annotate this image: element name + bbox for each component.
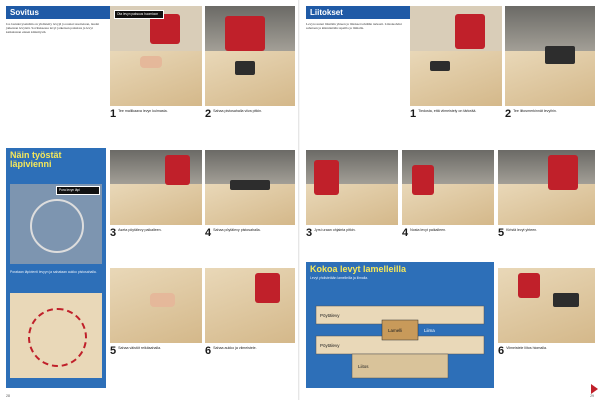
left-page-number: 28: [6, 394, 10, 398]
callout-measure: Ota levyn paksuus huomioon: [114, 10, 164, 19]
r-step3-photo: [306, 150, 398, 225]
step2-caption: 2 Sahaa pistosahalla viiva pitkin.: [205, 108, 263, 120]
r-step1-photo: [410, 6, 502, 106]
step5-photo: [110, 268, 202, 343]
diagram-label-3: Liima: [424, 328, 435, 333]
r-bluebox-title: Kokoa levyt lamelleilla: [310, 264, 407, 274]
step1-caption: 1 Tee mallikaava levyn kulmasta.: [110, 108, 168, 120]
next-page-arrow-icon[interactable]: [591, 384, 598, 394]
bluebox-photo-1: [10, 184, 102, 264]
r-step2-photo: [505, 6, 595, 106]
step6-photo: [205, 268, 295, 343]
lamelli-diagram: [312, 292, 488, 382]
r-step6-caption: 6 Viimeistele liitos hiomalla.: [498, 345, 548, 357]
diagram-label-0: Pöytälevy: [320, 313, 340, 318]
callout-drill: Pora levyn läpi: [56, 186, 100, 195]
diagram-label-4: Liitos: [358, 364, 369, 369]
left-bluebox: [6, 148, 106, 388]
r-step2-caption: 2 Tee liitosmerkinnät levyihin.: [505, 108, 557, 120]
section-title-sovitus: Sovitus: [6, 6, 110, 19]
step3-caption: 3 Aseta pöytälevy paikalleen.: [110, 227, 162, 239]
bluebox-photo-2: [10, 293, 102, 378]
r-step4-caption: 4 Nosta levyt paikalleen.: [402, 227, 447, 239]
diagram-label-1: Lamelli: [388, 328, 403, 333]
step4-photo: [205, 150, 295, 225]
right-page: [300, 0, 600, 400]
step3-photo: [110, 150, 202, 225]
r-step1-caption: 1 Tiedosta, että viimeistely on tärkeää.: [410, 108, 477, 120]
diagram-label-2: Pöytälevy: [320, 343, 340, 348]
r-step5-photo: [498, 150, 595, 225]
bluebox-text: Porataan läpivienti levyyn ja sahataan aukko pistosahalla.: [10, 270, 97, 274]
step2-photo: [205, 6, 295, 106]
section-title-liitokset: Liitokset: [306, 6, 410, 19]
r-step5-caption: 5 Kiristä levyt yhteen.: [498, 227, 538, 239]
left-intro-text: Jos lastulevyseinään on yhdistetty levyjä ja reunat tasoitetaan, laudat jatketaan levyistä. Sovituksessa levyt jatketaan palasista ja levyt katkaistaan ennen kiinnitystä.: [6, 22, 100, 35]
step4-caption: 4 Sahaa pöytälevy pistosahalla.: [205, 227, 261, 239]
step1-photo: [110, 6, 202, 106]
r-step6-photo: [498, 268, 595, 343]
r-step4-photo: [402, 150, 494, 225]
r-step3-caption: 3 Jyrsi uraan ohjainta pitkin.: [306, 227, 356, 239]
step6-caption: 6 Sahaa aukko ja viimeistele.: [205, 345, 257, 357]
right-intro-text: Levyn reunat liitetään yhteen ja liitokset tehdään tarkasti. Liitoskohdat sahataan ja kiinnitetään tapeilla ja liimalla.: [306, 22, 402, 31]
bluebox-title: Näin työstät läpivienni: [10, 150, 62, 169]
r-bluebox-text: Levyt yhdistetään lamelleilla ja liimalla.: [310, 276, 369, 280]
right-page-number: 29: [590, 394, 594, 398]
right-bluebox: [306, 262, 494, 388]
step5-caption: 5 Sahaa väistöt reikäsahalla.: [110, 345, 162, 357]
